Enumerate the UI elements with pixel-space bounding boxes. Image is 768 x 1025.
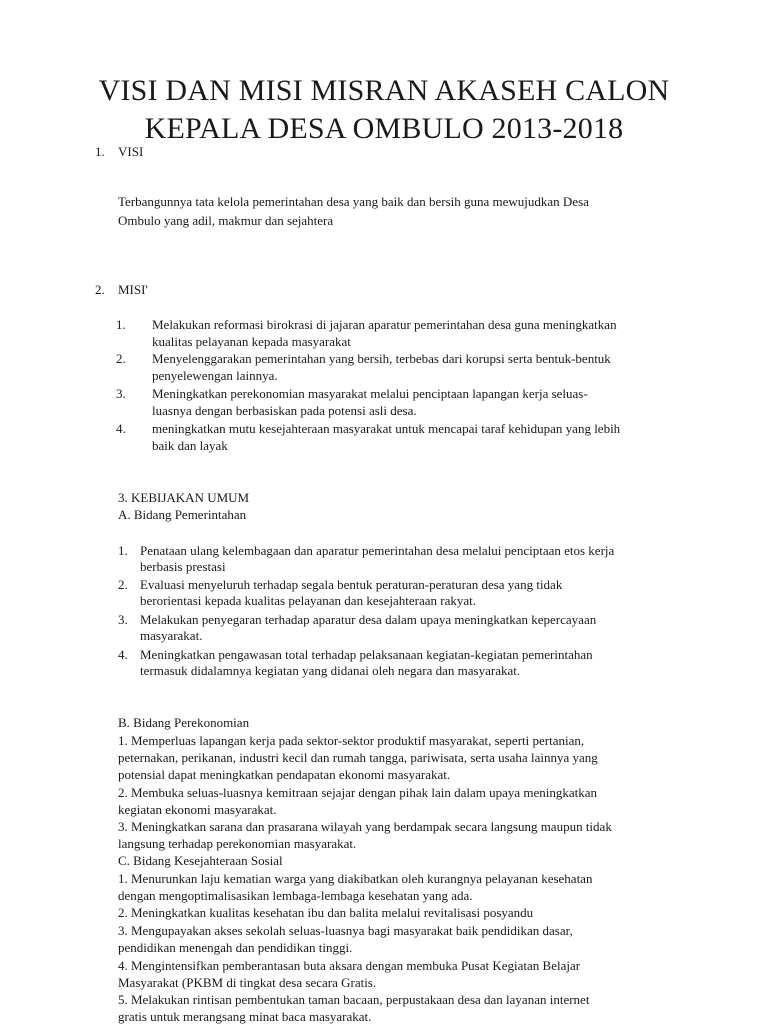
c-text-line: Masyarakat (PKBM di tingkat desa secara Gratis. [118,975,377,990]
b-text-line: 3. Meningkatkan sarana dan prasarana wilayah yang berdampak secara langsung maupun tidak [118,819,612,834]
b-text-line: 1. Memperluas lapangan kerja pada sektor-sektor produktif masyarakat, seperti pertanian, [118,733,585,748]
section-c-heading: C. Bidang Kesejahteraan Sosial [118,853,283,868]
misi-item-number: 2. [116,351,126,366]
section-a-heading: A. Bidang Pemerintahan [118,507,247,522]
a-item-number: 2. [118,577,128,592]
document-title [0,72,768,148]
c-text-line: 1. Menurunkan laju kematian warga yang diakibatkan oleh kurangnya pelayanan kesehatan [118,871,593,886]
b-text-line: kegiatan ekonomi masyarakat. [118,802,277,817]
a-item-line-1: Evaluasi menyeluruh terhadap segala bentuk peraturan-peraturan desa yang tidak [140,577,563,592]
a-item-line-1: Penataan ulang kelembagaan dan aparatur pemerintahan desa melalui penciptaan etos kerja [140,543,615,558]
a-item-number: 4. [118,647,128,662]
a-item-line-2: masyarakat. [140,628,203,643]
a-item-line-2: berorientasi kepada kualitas pelayanan dan kesejahteraan rakyat. [140,593,477,608]
kebijakan-heading: 3. KEBIJAKAN UMUM [118,490,250,505]
b-text-line: 2. Membuka seluas-luasnya kemitraan sejajar dengan pihak lain dalam upaya meningkatkan [118,785,598,800]
b-text-line: peternakan, perikanan, industri kecil dan rumah tangga, pariwisata, serta usaha lainnya yang [118,750,598,765]
title-line-1: VISI DAN MISI MISRAN AKASEH CALON [98,74,670,107]
c-text-line: 5. Melakukan rintisan pembentukan taman bacaan, perpustakaan desa dan layanan internet [118,992,590,1007]
misi-heading: MISI' [118,282,148,297]
misi-item-line-2: kualitas pelayanan kepada masyarakat [152,334,351,349]
a-item-number: 1. [118,543,128,558]
a-item-line-1: Meningkatkan pengawasan total terhadap pelaksanaan kegiatan-kegiatan pemerintahan [140,647,593,662]
misi-item-number: 4. [116,421,126,436]
c-text-line: 4. Mengintensifkan pemberantasan buta aksara dengan membuka Pusat Kegiatan Belajar [118,958,581,973]
misi-item-line-1: meningkatkan mutu kesejahteraan masyarakat untuk mencapai taraf kehidupan yang lebih [152,421,621,436]
c-text-line: pendidikan menengah dan pendidikan tinggi. [118,940,353,955]
misi-number: 2. [95,282,105,297]
c-text-line: gratis untuk merangsang minat baca masyarakat. [118,1009,372,1024]
b-text-line: potensial dapat meningkatkan pendapatan ekonomi masyarakat. [118,767,451,782]
a-item-line-1: Melakukan penyegaran terhadap aparatur desa dalam upaya meningkatkan kepercayaan [140,612,597,627]
misi-item-line-1: Melakukan reformasi birokrasi di jajaran aparatur pemerintahan desa guna meningkatkan [152,317,617,332]
misi-item-line-2: luasnya dengan berbasiskan pada potensi asli desa. [152,403,417,418]
misi-item-line-2: penyelewengan lainnya. [152,368,278,383]
section-b-heading: B. Bidang Perekonomian [118,715,250,730]
b-text-line: langsung terhadap perekonomian masyarakat. [118,836,357,851]
c-text-line: dengan mengoptimalisasikan lembaga-lembaga kesehatan yang ada. [118,888,473,903]
misi-item-line-1: Meningkatkan perekonomian masyarakat melalui penciptaan lapangan kerja seluas- [152,386,588,401]
title-line-2: KEPALA DESA OMBULO 2013-2018 [144,112,624,145]
a-item-line-2: berbasis prestasi [140,559,226,574]
visi-text-line-1: Terbangunnya tata kelola pemerintahan desa yang baik dan bersih guna mewujudkan Desa [118,194,589,209]
misi-item-line-2: baik dan layak [152,438,228,453]
a-item-number: 3. [118,612,128,627]
visi-text-line-2: Ombulo yang adil, makmur dan sejahtera [118,213,334,228]
c-text-line: 2. Meningkatkan kualitas kesehatan ibu dan balita melalui revitalisasi posyandu [118,905,534,920]
visi-heading: VISI [118,144,144,159]
misi-item-number: 1. [116,317,126,332]
misi-item-line-1: Menyelenggarakan pemerintahan yang bersih, terbebas dari korupsi serta bentuk-bentuk [152,351,611,366]
c-text-line: 3. Mengupayakan akses sekolah seluas-luasnya bagi masyarakat baik pendidikan dasar, [118,923,573,938]
visi-number: 1. [95,144,105,159]
a-item-line-2: termasuk didalamnya kegiatan yang didanai oleh negara dan masyarakat. [140,663,521,678]
misi-item-number: 3. [116,386,126,401]
